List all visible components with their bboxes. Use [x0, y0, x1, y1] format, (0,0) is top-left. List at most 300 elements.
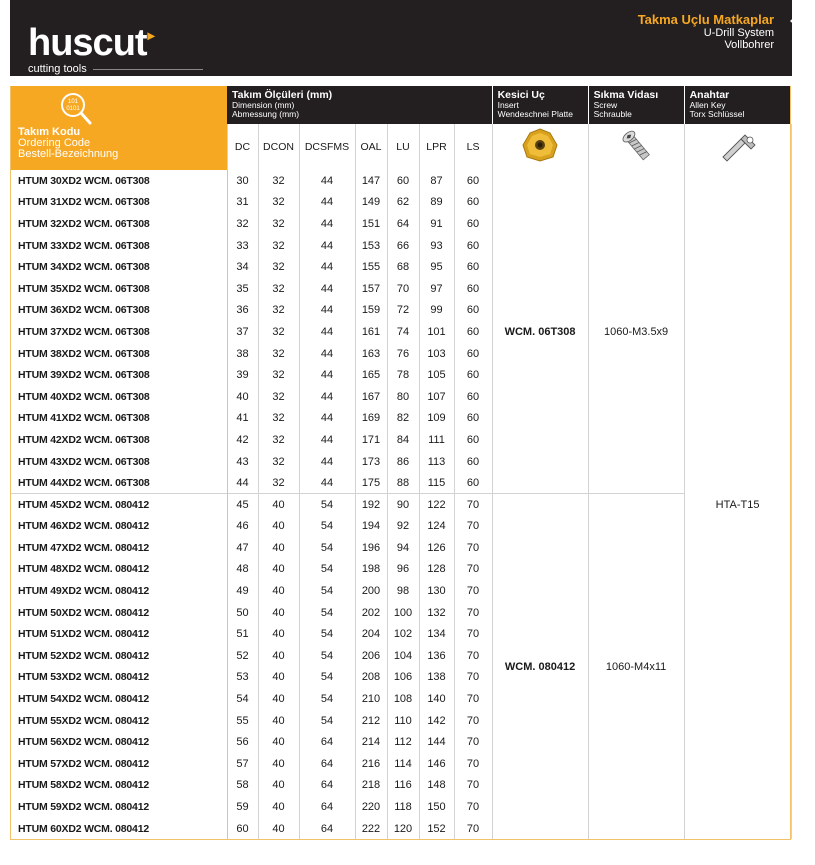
ls-cell: 60 [454, 278, 492, 300]
oal-cell: 216 [355, 753, 387, 775]
dcsfms-cell: 54 [299, 710, 355, 732]
dcon-cell: 32 [258, 451, 299, 473]
lpr-cell: 138 [419, 667, 454, 689]
dc-cell: 45 [227, 494, 258, 516]
brand-name: huscut [28, 22, 147, 64]
page-subtitle-en: U-Drill System [703, 27, 774, 39]
ls-cell: 60 [454, 321, 492, 343]
screw-label-de: Schrauble [593, 109, 632, 119]
svg-text:101: 101 [67, 99, 79, 105]
screw-label-tr: Sıkma Vidası [593, 89, 659, 101]
dcsfms-cell: 44 [299, 278, 355, 300]
lu-cell: 116 [387, 775, 419, 797]
lu-cell: 86 [387, 451, 419, 473]
dcon-cell: 32 [258, 364, 299, 386]
ordering-code-cell: HTUM 55XD2 WCM. 080412 [18, 714, 149, 727]
dcsfms-cell: 44 [299, 300, 355, 322]
ls-cell: 70 [454, 667, 492, 689]
insert-label-en: Insert [497, 100, 519, 110]
ordering-code-cell: HTUM 47XD2 WCM. 080412 [18, 541, 149, 554]
magnifier-binary-icon [60, 92, 92, 126]
ordering-code-cell: HTUM 33XD2 WCM. 06T308 [18, 239, 150, 252]
lu-cell: 112 [387, 731, 419, 753]
lpr-cell: 148 [419, 775, 454, 797]
lpr-cell: 97 [419, 278, 454, 300]
lu-cell: 98 [387, 580, 419, 602]
dcsfms-cell: 54 [299, 623, 355, 645]
lpr-cell: 101 [419, 321, 454, 343]
dcon-cell: 40 [258, 796, 299, 818]
table-border-right [790, 86, 791, 840]
oal-cell: 157 [355, 278, 387, 300]
oal-cell: 151 [355, 213, 387, 235]
dcsfms-cell: 44 [299, 235, 355, 257]
dcon-cell: 32 [258, 343, 299, 365]
lu-cell: 72 [387, 300, 419, 322]
lpr-cell: 99 [419, 300, 454, 322]
dcon-cell: 40 [258, 645, 299, 667]
dc-cell: 31 [227, 192, 258, 214]
dcsfms-cell: 64 [299, 753, 355, 775]
oal-cell: 171 [355, 429, 387, 451]
insert-label-tr: Kesici Uç [497, 89, 545, 101]
oal-cell: 167 [355, 386, 387, 408]
ls-cell: 70 [454, 688, 492, 710]
dc-cell: 43 [227, 451, 258, 473]
lpr-cell: 87 [419, 170, 454, 192]
ordering-code-cell: HTUM 38XD2 WCM. 06T308 [18, 347, 150, 360]
dcon-cell: 40 [258, 710, 299, 732]
ls-cell: 70 [454, 645, 492, 667]
lpr-cell: 136 [419, 645, 454, 667]
dcsfms-cell: 44 [299, 170, 355, 192]
screw-header [588, 86, 684, 124]
insert-code-cell: WCM. 080412 [492, 494, 588, 840]
dc-cell: 57 [227, 753, 258, 775]
dcsfms-cell: 54 [299, 537, 355, 559]
col-header-dcsfms: DCSFMS [299, 124, 355, 170]
dcsfms-cell: 44 [299, 256, 355, 278]
dc-cell: 36 [227, 300, 258, 322]
lpr-cell: 142 [419, 710, 454, 732]
ls-cell: 70 [454, 818, 492, 840]
dcon-cell: 40 [258, 516, 299, 538]
ls-cell: 60 [454, 429, 492, 451]
oal-cell: 204 [355, 623, 387, 645]
ls-cell: 70 [454, 753, 492, 775]
ls-cell: 60 [454, 213, 492, 235]
ordering-code-cell: HTUM 45XD2 WCM. 080412 [10, 494, 227, 516]
oal-cell: 161 [355, 321, 387, 343]
dcon-cell: 32 [258, 278, 299, 300]
oal-cell: 194 [355, 516, 387, 538]
ls-cell: 60 [454, 343, 492, 365]
dcon-cell: 40 [258, 667, 299, 689]
ordering-code-cell: HTUM 52XD2 WCM. 080412 [18, 649, 149, 662]
key-image-cell [684, 124, 791, 170]
dc-cell: 47 [227, 537, 258, 559]
dc-cell: 33 [227, 235, 258, 257]
oal-cell: 155 [355, 256, 387, 278]
ls-cell: 60 [454, 386, 492, 408]
dcon-cell: 40 [258, 775, 299, 797]
dcon-cell: 40 [258, 818, 299, 840]
dcsfms-cell: 54 [299, 580, 355, 602]
dcsfms-cell: 44 [299, 429, 355, 451]
ordering-code-cell: HTUM 58XD2 WCM. 080412 [18, 779, 149, 792]
ls-cell: 60 [454, 300, 492, 322]
lu-cell: 100 [387, 602, 419, 624]
ordering-code-cell: HTUM 44XD2 WCM. 06T308 [18, 476, 150, 489]
dc-cell: 49 [227, 580, 258, 602]
oal-cell: 206 [355, 645, 387, 667]
dimensions-label-en: Dimension (mm) [232, 100, 295, 110]
dcon-cell: 40 [258, 494, 299, 516]
dc-cell: 44 [227, 472, 258, 494]
dcsfms-cell: 44 [299, 451, 355, 473]
dc-cell: 38 [227, 343, 258, 365]
lpr-cell: 111 [419, 429, 454, 451]
ls-cell: 70 [454, 516, 492, 538]
lpr-cell: 126 [419, 537, 454, 559]
dcon-cell: 40 [258, 559, 299, 581]
dcon-cell: 40 [258, 731, 299, 753]
dcsfms-cell: 64 [299, 818, 355, 840]
dcsfms-cell: 64 [299, 796, 355, 818]
ordering-code-cell: HTUM 30XD2 WCM. 06T308 [18, 174, 150, 187]
insert-label-de: Wendeschnei Platte [497, 109, 574, 119]
order-code-label-en: Ordering Code [18, 137, 91, 149]
oal-cell: 192 [355, 494, 387, 516]
ordering-code-cell: HTUM 39XD2 WCM. 06T308 [18, 369, 150, 382]
oal-cell: 163 [355, 343, 387, 365]
dc-cell: 50 [227, 602, 258, 624]
order-code-label-tr: Takım Kodu [18, 126, 81, 138]
ordering-code-cell: HTUM 31XD2 WCM. 06T308 [18, 196, 150, 209]
ls-cell: 60 [454, 235, 492, 257]
lu-cell: 94 [387, 537, 419, 559]
dc-cell: 48 [227, 559, 258, 581]
dc-cell: 32 [227, 213, 258, 235]
key-code-cell: HTA-T15 [684, 170, 791, 839]
lpr-cell: 150 [419, 796, 454, 818]
ls-cell: 60 [454, 192, 492, 214]
dcon-cell: 32 [258, 472, 299, 494]
insert-code-cell: WCM. 06T308 [492, 170, 588, 494]
dcsfms-cell: 44 [299, 386, 355, 408]
lpr-cell: 128 [419, 559, 454, 581]
ordering-code-cell: HTUM 36XD2 WCM. 06T308 [18, 304, 150, 317]
dcsfms-cell: 54 [299, 688, 355, 710]
ls-cell: 70 [454, 494, 492, 516]
brand-tagline: cutting tools [28, 63, 87, 75]
dcon-cell: 32 [258, 408, 299, 430]
lu-cell: 118 [387, 796, 419, 818]
ls-cell: 60 [454, 170, 492, 192]
dcsfms-cell: 44 [299, 408, 355, 430]
dc-cell: 53 [227, 667, 258, 689]
ordering-code-cell: HTUM 49XD2 WCM. 080412 [18, 585, 149, 598]
dc-cell: 55 [227, 710, 258, 732]
col-header-oal: OAL [355, 124, 387, 170]
dc-cell: 54 [227, 688, 258, 710]
dc-cell: 58 [227, 775, 258, 797]
svg-text:0101: 0101 [66, 106, 80, 112]
lpr-cell: 107 [419, 386, 454, 408]
oal-cell: 147 [355, 170, 387, 192]
dc-cell: 60 [227, 818, 258, 840]
dcon-cell: 32 [258, 235, 299, 257]
col-header-lpr: LPR [419, 124, 454, 170]
key-label-tr: Anahtar [689, 89, 730, 101]
dcsfms-cell: 44 [299, 321, 355, 343]
dcon-cell: 32 [258, 170, 299, 192]
dc-cell: 42 [227, 429, 258, 451]
dcon-cell: 40 [258, 537, 299, 559]
dcsfms-cell: 44 [299, 364, 355, 386]
dcon-cell: 32 [258, 300, 299, 322]
lpr-cell: 109 [419, 408, 454, 430]
ordering-code-cell: HTUM 37XD2 WCM. 06T308 [18, 325, 150, 338]
oal-cell: 165 [355, 364, 387, 386]
lpr-cell: 105 [419, 364, 454, 386]
lu-cell: 102 [387, 623, 419, 645]
col-header-ls: LS [454, 124, 492, 170]
lpr-cell: 124 [419, 516, 454, 538]
key-header [684, 86, 791, 124]
ls-cell: 70 [454, 731, 492, 753]
oal-cell: 208 [355, 667, 387, 689]
dcsfms-cell: 64 [299, 775, 355, 797]
ordering-code-cell: HTUM 51XD2 WCM. 080412 [18, 628, 149, 641]
dc-cell: 41 [227, 408, 258, 430]
oal-cell: 173 [355, 451, 387, 473]
dcon-cell: 32 [258, 256, 299, 278]
ls-cell: 70 [454, 580, 492, 602]
dc-cell: 30 [227, 170, 258, 192]
ordering-code-cell: HTUM 43XD2 WCM. 06T308 [18, 455, 150, 468]
dcon-cell: 40 [258, 602, 299, 624]
ordering-code-cell: HTUM 56XD2 WCM. 080412 [18, 736, 149, 749]
lu-cell: 106 [387, 667, 419, 689]
table-row [10, 170, 791, 192]
ls-cell: 60 [454, 408, 492, 430]
dcsfms-cell: 54 [299, 645, 355, 667]
lu-cell: 84 [387, 429, 419, 451]
lu-cell: 104 [387, 645, 419, 667]
lu-cell: 92 [387, 516, 419, 538]
ordering-code-cell: HTUM 53XD2 WCM. 080412 [18, 671, 149, 684]
ls-cell: 60 [454, 472, 492, 494]
lu-cell: 114 [387, 753, 419, 775]
lpr-cell: 144 [419, 731, 454, 753]
insert-trigon-icon [520, 127, 560, 163]
ls-cell: 60 [454, 451, 492, 473]
spec-table [10, 86, 792, 839]
lu-cell: 82 [387, 408, 419, 430]
oal-cell: 175 [355, 472, 387, 494]
dcsfms-cell: 64 [299, 731, 355, 753]
ordering-code-cell: HTUM 35XD2 WCM. 06T308 [18, 282, 150, 295]
oal-cell: 169 [355, 408, 387, 430]
oal-cell: 220 [355, 796, 387, 818]
order-code-header [10, 86, 227, 170]
ordering-code-cell: HTUM 60XD2 WCM. 080412 [18, 822, 149, 835]
ordering-code-cell: HTUM 57XD2 WCM. 080412 [18, 757, 149, 770]
ordering-code-cell: HTUM 34XD2 WCM. 06T308 [18, 261, 150, 274]
order-code-label-de: Bestell-Bezeichnung [18, 148, 119, 160]
lu-cell: 78 [387, 364, 419, 386]
dc-cell: 56 [227, 731, 258, 753]
dc-cell: 40 [227, 386, 258, 408]
dcon-cell: 40 [258, 688, 299, 710]
lpr-cell: 134 [419, 623, 454, 645]
key-label-de: Torx Schlüssel [689, 109, 745, 119]
torx-screw-icon [616, 125, 656, 165]
page-tab-marker [790, 12, 800, 30]
oal-cell: 196 [355, 537, 387, 559]
lpr-cell: 132 [419, 602, 454, 624]
lpr-cell: 130 [419, 580, 454, 602]
lu-cell: 108 [387, 688, 419, 710]
ls-cell: 70 [454, 775, 492, 797]
lu-cell: 70 [387, 278, 419, 300]
ls-cell: 70 [454, 559, 492, 581]
dimensions-label-tr: Takım Ölçüleri (mm) [232, 89, 333, 101]
ls-cell: 70 [454, 796, 492, 818]
page-title: Takma Uçlu Matkaplar [637, 12, 774, 27]
dcsfms-cell: 44 [299, 192, 355, 214]
dcon-cell: 32 [258, 429, 299, 451]
dcsfms-cell: 54 [299, 667, 355, 689]
page-subtitle-de: Vollbohrer [724, 39, 774, 51]
col-header-lu: LU [387, 124, 419, 170]
screw-label-en: Screw [593, 100, 618, 110]
dc-cell: 51 [227, 623, 258, 645]
oal-cell: 222 [355, 818, 387, 840]
lu-cell: 90 [387, 494, 419, 516]
lu-cell: 96 [387, 559, 419, 581]
oal-cell: 198 [355, 559, 387, 581]
oal-cell: 202 [355, 602, 387, 624]
lu-cell: 88 [387, 472, 419, 494]
lpr-cell: 95 [419, 256, 454, 278]
dcsfms-cell: 44 [299, 343, 355, 365]
dc-cell: 34 [227, 256, 258, 278]
oal-cell: 218 [355, 775, 387, 797]
dc-cell: 37 [227, 321, 258, 343]
insert-header [492, 86, 588, 124]
brand-arrow-icon: ▸ [147, 27, 154, 43]
lu-cell: 76 [387, 343, 419, 365]
screw-code-cell: 1060-M4x11 [588, 494, 684, 840]
col-header-dc: DC [227, 124, 258, 170]
ls-cell: 60 [454, 364, 492, 386]
lu-cell: 62 [387, 192, 419, 214]
dcon-cell: 40 [258, 753, 299, 775]
ordering-code-cell: HTUM 59XD2 WCM. 080412 [18, 801, 149, 814]
dimensions-header [227, 86, 492, 124]
lpr-cell: 91 [419, 213, 454, 235]
dc-cell: 35 [227, 278, 258, 300]
oal-cell: 200 [355, 580, 387, 602]
dcon-cell: 32 [258, 213, 299, 235]
ls-cell: 70 [454, 710, 492, 732]
oal-cell: 153 [355, 235, 387, 257]
table-row [10, 494, 791, 516]
ordering-code-cell: HTUM 46XD2 WCM. 080412 [18, 520, 149, 533]
lpr-cell: 122 [419, 494, 454, 516]
ordering-code-cell: HTUM 48XD2 WCM. 080412 [18, 563, 149, 576]
ordering-code-cell: HTUM 32XD2 WCM. 06T308 [18, 217, 150, 230]
lu-cell: 120 [387, 818, 419, 840]
header-band [10, 0, 792, 76]
lu-cell: 68 [387, 256, 419, 278]
key-label-en: Allen Key [689, 100, 726, 110]
col-header-dcon: DCON [258, 124, 299, 170]
oal-cell: 210 [355, 688, 387, 710]
oal-cell: 214 [355, 731, 387, 753]
dc-cell: 39 [227, 364, 258, 386]
lu-cell: 80 [387, 386, 419, 408]
insert-image-cell [492, 124, 588, 170]
lpr-cell: 113 [419, 451, 454, 473]
dcon-cell: 40 [258, 623, 299, 645]
table-border-left [10, 86, 11, 840]
lpr-cell: 103 [419, 343, 454, 365]
ls-cell: 70 [454, 623, 492, 645]
header-titles [638, 12, 774, 51]
ls-cell: 60 [454, 256, 492, 278]
dcsfms-cell: 44 [299, 472, 355, 494]
lpr-cell: 89 [419, 192, 454, 214]
dcon-cell: 40 [258, 580, 299, 602]
dcon-cell: 32 [258, 386, 299, 408]
dc-cell: 46 [227, 516, 258, 538]
ordering-code-cell: HTUM 40XD2 WCM. 06T308 [18, 390, 150, 403]
dcsfms-cell: 54 [299, 494, 355, 516]
lpr-cell: 146 [419, 753, 454, 775]
dc-cell: 52 [227, 645, 258, 667]
oal-cell: 149 [355, 192, 387, 214]
table-border-bottom [10, 839, 791, 840]
dimensions-label-de: Abmessung (mm) [232, 109, 300, 119]
dc-cell: 59 [227, 796, 258, 818]
ls-cell: 70 [454, 602, 492, 624]
brand-logo [28, 16, 203, 75]
torx-key-icon [715, 125, 761, 165]
ls-cell: 70 [454, 537, 492, 559]
lu-cell: 64 [387, 213, 419, 235]
dcon-cell: 32 [258, 321, 299, 343]
lu-cell: 66 [387, 235, 419, 257]
lu-cell: 74 [387, 321, 419, 343]
lpr-cell: 115 [419, 472, 454, 494]
tagline-divider [93, 69, 203, 70]
dcsfms-cell: 44 [299, 213, 355, 235]
lpr-cell: 140 [419, 688, 454, 710]
ordering-code-cell: HTUM 54XD2 WCM. 080412 [18, 693, 149, 706]
dcsfms-cell: 54 [299, 516, 355, 538]
ordering-code-cell: HTUM 50XD2 WCM. 080412 [18, 606, 149, 619]
dcon-cell: 32 [258, 192, 299, 214]
dcsfms-cell: 54 [299, 559, 355, 581]
screw-code-cell: 1060-M3.5x9 [588, 170, 684, 494]
ordering-code-cell: HTUM 42XD2 WCM. 06T308 [18, 433, 150, 446]
oal-cell: 212 [355, 710, 387, 732]
lpr-cell: 152 [419, 818, 454, 840]
lu-cell: 110 [387, 710, 419, 732]
